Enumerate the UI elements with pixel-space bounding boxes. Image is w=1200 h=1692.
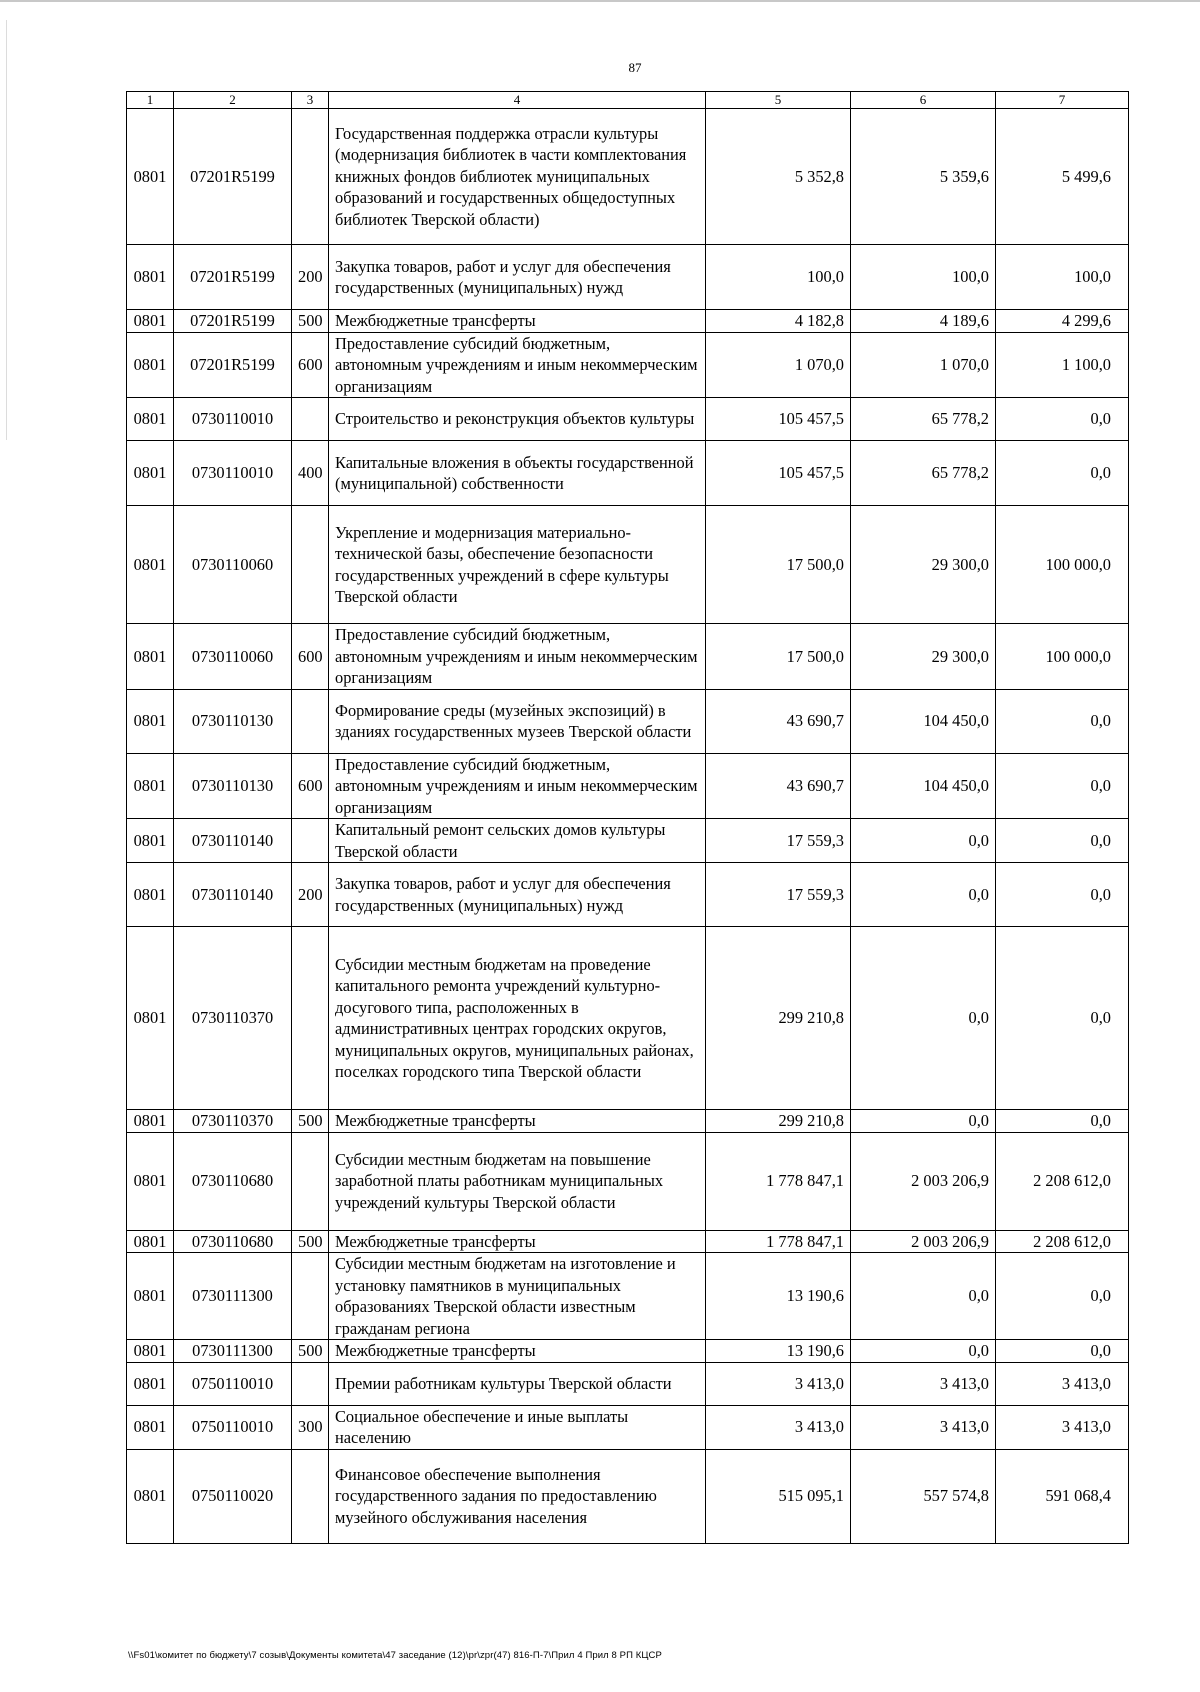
budget-table xyxy=(126,91,1129,1544)
cell-description: Субсидии местным бюджетам на проведение капитального ремонта учреждений культурно-досугового типа, расположенных в административных центрах городских округов, муниципальных округов, муниципальных районах, поселках городского типа Тверской области xyxy=(329,927,706,1110)
column-number: 7 xyxy=(996,92,1129,109)
cell-description: Субсидии местным бюджетам на повышение заработной платы работникам муниципальных учреждений культуры Тверской области xyxy=(329,1132,706,1230)
cell-amount-year2: 29 300,0 xyxy=(851,624,996,690)
cell-amount-year3: 0,0 xyxy=(996,441,1129,506)
column-number-row xyxy=(127,92,1129,109)
table-row xyxy=(127,1362,1129,1405)
cell-expense-type: 300 xyxy=(292,1405,329,1449)
cell-amount-year3: 0,0 xyxy=(996,927,1129,1110)
scan-edge-left xyxy=(6,20,7,440)
cell-amount-year1: 299 210,8 xyxy=(706,1110,851,1133)
cell-description: Межбюджетные трансферты xyxy=(329,1110,706,1133)
cell-section-code: 0801 xyxy=(127,1449,174,1543)
cell-amount-year1: 3 413,0 xyxy=(706,1405,851,1449)
cell-target-article: 0730110130 xyxy=(174,753,292,819)
cell-description: Субсидии местным бюджетам на изготовление и установку памятников в муниципальных образованиях Тверской области известным гражданам региона xyxy=(329,1253,706,1340)
table-row xyxy=(127,109,1129,245)
cell-amount-year1: 17 500,0 xyxy=(706,624,851,690)
cell-amount-year1: 43 690,7 xyxy=(706,753,851,819)
cell-amount-year3: 100,0 xyxy=(996,245,1129,310)
cell-section-code: 0801 xyxy=(127,398,174,441)
cell-target-article: 07201R5199 xyxy=(174,310,292,333)
cell-amount-year1: 105 457,5 xyxy=(706,441,851,506)
table-row xyxy=(127,1449,1129,1543)
cell-description: Укрепление и модернизация материально-технической базы, обеспечение безопасности государственных учреждений в сфере культуры Тверской области xyxy=(329,506,706,624)
cell-amount-year1: 5 352,8 xyxy=(706,109,851,245)
cell-amount-year2: 0,0 xyxy=(851,927,996,1110)
cell-section-code: 0801 xyxy=(127,819,174,863)
cell-section-code: 0801 xyxy=(127,109,174,245)
cell-expense-type xyxy=(292,1132,329,1230)
cell-section-code: 0801 xyxy=(127,441,174,506)
cell-amount-year3: 0,0 xyxy=(996,819,1129,863)
cell-amount-year1: 17 559,3 xyxy=(706,863,851,927)
cell-target-article: 0730110060 xyxy=(174,506,292,624)
cell-amount-year2: 0,0 xyxy=(851,863,996,927)
cell-amount-year1: 43 690,7 xyxy=(706,689,851,753)
cell-expense-type: 600 xyxy=(292,332,329,398)
cell-amount-year3: 5 499,6 xyxy=(996,109,1129,245)
column-number: 3 xyxy=(292,92,329,109)
cell-expense-type: 600 xyxy=(292,753,329,819)
cell-amount-year1: 3 413,0 xyxy=(706,1362,851,1405)
cell-expense-type: 600 xyxy=(292,624,329,690)
cell-amount-year2: 65 778,2 xyxy=(851,441,996,506)
cell-section-code: 0801 xyxy=(127,927,174,1110)
cell-section-code: 0801 xyxy=(127,1362,174,1405)
cell-amount-year2: 2 003 206,9 xyxy=(851,1230,996,1253)
cell-amount-year1: 13 190,6 xyxy=(706,1253,851,1340)
table-row xyxy=(127,863,1129,927)
cell-amount-year3: 100 000,0 xyxy=(996,624,1129,690)
cell-amount-year1: 515 095,1 xyxy=(706,1449,851,1543)
table-row xyxy=(127,819,1129,863)
cell-amount-year2: 0,0 xyxy=(851,1340,996,1363)
cell-description: Социальное обеспечение и иные выплаты населению xyxy=(329,1405,706,1449)
cell-section-code: 0801 xyxy=(127,624,174,690)
cell-amount-year3: 0,0 xyxy=(996,1253,1129,1340)
table-row xyxy=(127,624,1129,690)
table-row xyxy=(127,1340,1129,1363)
cell-expense-type xyxy=(292,506,329,624)
table-row xyxy=(127,689,1129,753)
cell-amount-year3: 4 299,6 xyxy=(996,310,1129,333)
cell-amount-year2: 29 300,0 xyxy=(851,506,996,624)
cell-amount-year2: 0,0 xyxy=(851,819,996,863)
cell-amount-year2: 104 450,0 xyxy=(851,689,996,753)
cell-amount-year3: 0,0 xyxy=(996,1110,1129,1133)
cell-amount-year3: 0,0 xyxy=(996,753,1129,819)
cell-target-article: 0730110680 xyxy=(174,1230,292,1253)
cell-amount-year1: 1 778 847,1 xyxy=(706,1132,851,1230)
cell-description: Предоставление субсидий бюджетным, автономным учреждениям и иным некоммерческим организациям xyxy=(329,624,706,690)
cell-description: Закупка товаров, работ и услуг для обеспечения государственных (муниципальных) нужд xyxy=(329,245,706,310)
table-row xyxy=(127,1132,1129,1230)
cell-description: Предоставление субсидий бюджетным, автономным учреждениям и иным некоммерческим организациям xyxy=(329,753,706,819)
cell-amount-year1: 299 210,8 xyxy=(706,927,851,1110)
cell-amount-year3: 0,0 xyxy=(996,1340,1129,1363)
cell-target-article: 07201R5199 xyxy=(174,332,292,398)
table-row xyxy=(127,245,1129,310)
cell-amount-year3: 0,0 xyxy=(996,689,1129,753)
table-row xyxy=(127,310,1129,333)
cell-amount-year1: 13 190,6 xyxy=(706,1340,851,1363)
cell-target-article: 0730110680 xyxy=(174,1132,292,1230)
column-number: 1 xyxy=(127,92,174,109)
table-row xyxy=(127,441,1129,506)
cell-target-article: 0730110370 xyxy=(174,927,292,1110)
table-row xyxy=(127,1110,1129,1133)
cell-amount-year2: 1 070,0 xyxy=(851,332,996,398)
cell-expense-type xyxy=(292,109,329,245)
cell-amount-year2: 5 359,6 xyxy=(851,109,996,245)
cell-section-code: 0801 xyxy=(127,1230,174,1253)
cell-amount-year2: 100,0 xyxy=(851,245,996,310)
cell-amount-year3: 3 413,0 xyxy=(996,1362,1129,1405)
cell-target-article: 0730110140 xyxy=(174,819,292,863)
cell-section-code: 0801 xyxy=(127,332,174,398)
cell-amount-year2: 557 574,8 xyxy=(851,1449,996,1543)
cell-description: Межбюджетные трансферты xyxy=(329,310,706,333)
table-row xyxy=(127,506,1129,624)
cell-section-code: 0801 xyxy=(127,1340,174,1363)
cell-description: Премии работникам культуры Тверской области xyxy=(329,1362,706,1405)
cell-section-code: 0801 xyxy=(127,1132,174,1230)
cell-description: Государственная поддержка отрасли культуры (модернизация библиотек в части комплектования книжных фондов библиотек муниципальных образований и государственных общедоступных библиотек Тверской области) xyxy=(329,109,706,245)
cell-description: Закупка товаров, работ и услуг для обеспечения государственных (муниципальных) нужд xyxy=(329,863,706,927)
cell-expense-type: 500 xyxy=(292,1340,329,1363)
table-row xyxy=(127,1230,1129,1253)
cell-description: Капитальные вложения в объекты государственной (муниципальной) собственности xyxy=(329,441,706,506)
cell-amount-year2: 2 003 206,9 xyxy=(851,1132,996,1230)
cell-amount-year2: 0,0 xyxy=(851,1110,996,1133)
footer-file-path: \\Fs01\комитет по бюджету\7 созыв\Документы комитета\47 заседание (12)\pr\zpr(47) 816-П-7\Прил 4 Прил 8 РП КЦСР xyxy=(128,1650,662,1661)
table-row xyxy=(127,1253,1129,1340)
cell-amount-year3: 0,0 xyxy=(996,398,1129,441)
column-number: 2 xyxy=(174,92,292,109)
cell-amount-year3: 1 100,0 xyxy=(996,332,1129,398)
cell-target-article: 0750110010 xyxy=(174,1405,292,1449)
table-row xyxy=(127,1405,1129,1449)
cell-target-article: 0730110130 xyxy=(174,689,292,753)
cell-expense-type: 500 xyxy=(292,310,329,333)
cell-amount-year1: 17 559,3 xyxy=(706,819,851,863)
cell-section-code: 0801 xyxy=(127,1405,174,1449)
cell-target-article: 0730110140 xyxy=(174,863,292,927)
cell-description: Строительство и реконструкция объектов культуры xyxy=(329,398,706,441)
cell-amount-year3: 2 208 612,0 xyxy=(996,1132,1129,1230)
cell-target-article: 0730110060 xyxy=(174,624,292,690)
cell-section-code: 0801 xyxy=(127,310,174,333)
cell-expense-type xyxy=(292,1253,329,1340)
table-row xyxy=(127,927,1129,1110)
cell-target-article: 0730110370 xyxy=(174,1110,292,1133)
cell-amount-year1: 1 070,0 xyxy=(706,332,851,398)
cell-expense-type xyxy=(292,398,329,441)
cell-target-article: 0730110010 xyxy=(174,398,292,441)
column-number: 6 xyxy=(851,92,996,109)
cell-expense-type xyxy=(292,927,329,1110)
cell-amount-year3: 0,0 xyxy=(996,863,1129,927)
cell-target-article: 0730111300 xyxy=(174,1253,292,1340)
cell-amount-year2: 104 450,0 xyxy=(851,753,996,819)
cell-expense-type: 500 xyxy=(292,1230,329,1253)
cell-amount-year2: 0,0 xyxy=(851,1253,996,1340)
cell-target-article: 0730110010 xyxy=(174,441,292,506)
cell-section-code: 0801 xyxy=(127,753,174,819)
cell-section-code: 0801 xyxy=(127,689,174,753)
column-number: 4 xyxy=(329,92,706,109)
cell-amount-year2: 3 413,0 xyxy=(851,1362,996,1405)
cell-amount-year1: 4 182,8 xyxy=(706,310,851,333)
cell-description: Предоставление субсидий бюджетным, автономным учреждениям и иным некоммерческим организациям xyxy=(329,332,706,398)
page-number: 87 xyxy=(628,60,642,75)
cell-expense-type xyxy=(292,689,329,753)
cell-expense-type xyxy=(292,1449,329,1543)
cell-amount-year3: 591 068,4 xyxy=(996,1449,1129,1543)
cell-expense-type: 500 xyxy=(292,1110,329,1133)
cell-section-code: 0801 xyxy=(127,863,174,927)
cell-amount-year3: 3 413,0 xyxy=(996,1405,1129,1449)
table-row xyxy=(127,398,1129,441)
cell-target-article: 07201R5199 xyxy=(174,245,292,310)
table-row xyxy=(127,332,1129,398)
cell-target-article: 0750110010 xyxy=(174,1362,292,1405)
cell-expense-type xyxy=(292,1362,329,1405)
cell-amount-year2: 65 778,2 xyxy=(851,398,996,441)
cell-amount-year3: 100 000,0 xyxy=(996,506,1129,624)
cell-amount-year1: 105 457,5 xyxy=(706,398,851,441)
cell-section-code: 0801 xyxy=(127,245,174,310)
cell-amount-year1: 1 778 847,1 xyxy=(706,1230,851,1253)
cell-target-article: 07201R5199 xyxy=(174,109,292,245)
cell-section-code: 0801 xyxy=(127,506,174,624)
cell-amount-year1: 17 500,0 xyxy=(706,506,851,624)
cell-expense-type xyxy=(292,819,329,863)
cell-description: Капитальный ремонт сельских домов культуры Тверской области xyxy=(329,819,706,863)
column-number: 5 xyxy=(706,92,851,109)
cell-amount-year2: 3 413,0 xyxy=(851,1405,996,1449)
cell-amount-year1: 100,0 xyxy=(706,245,851,310)
cell-section-code: 0801 xyxy=(127,1253,174,1340)
cell-description: Межбюджетные трансферты xyxy=(329,1230,706,1253)
cell-description: Межбюджетные трансферты xyxy=(329,1340,706,1363)
cell-target-article: 0730111300 xyxy=(174,1340,292,1363)
cell-target-article: 0750110020 xyxy=(174,1449,292,1543)
cell-description: Формирование среды (музейных экспозиций) в зданиях государственных музеев Тверской области xyxy=(329,689,706,753)
scan-edge-top xyxy=(0,0,1200,2)
cell-section-code: 0801 xyxy=(127,1110,174,1133)
cell-expense-type: 400 xyxy=(292,441,329,506)
cell-expense-type: 200 xyxy=(292,863,329,927)
table-row xyxy=(127,753,1129,819)
cell-amount-year3: 2 208 612,0 xyxy=(996,1230,1129,1253)
cell-amount-year2: 4 189,6 xyxy=(851,310,996,333)
cell-expense-type: 200 xyxy=(292,245,329,310)
cell-description: Финансовое обеспечение выполнения государственного задания по предоставлению музейного обслуживания населения xyxy=(329,1449,706,1543)
